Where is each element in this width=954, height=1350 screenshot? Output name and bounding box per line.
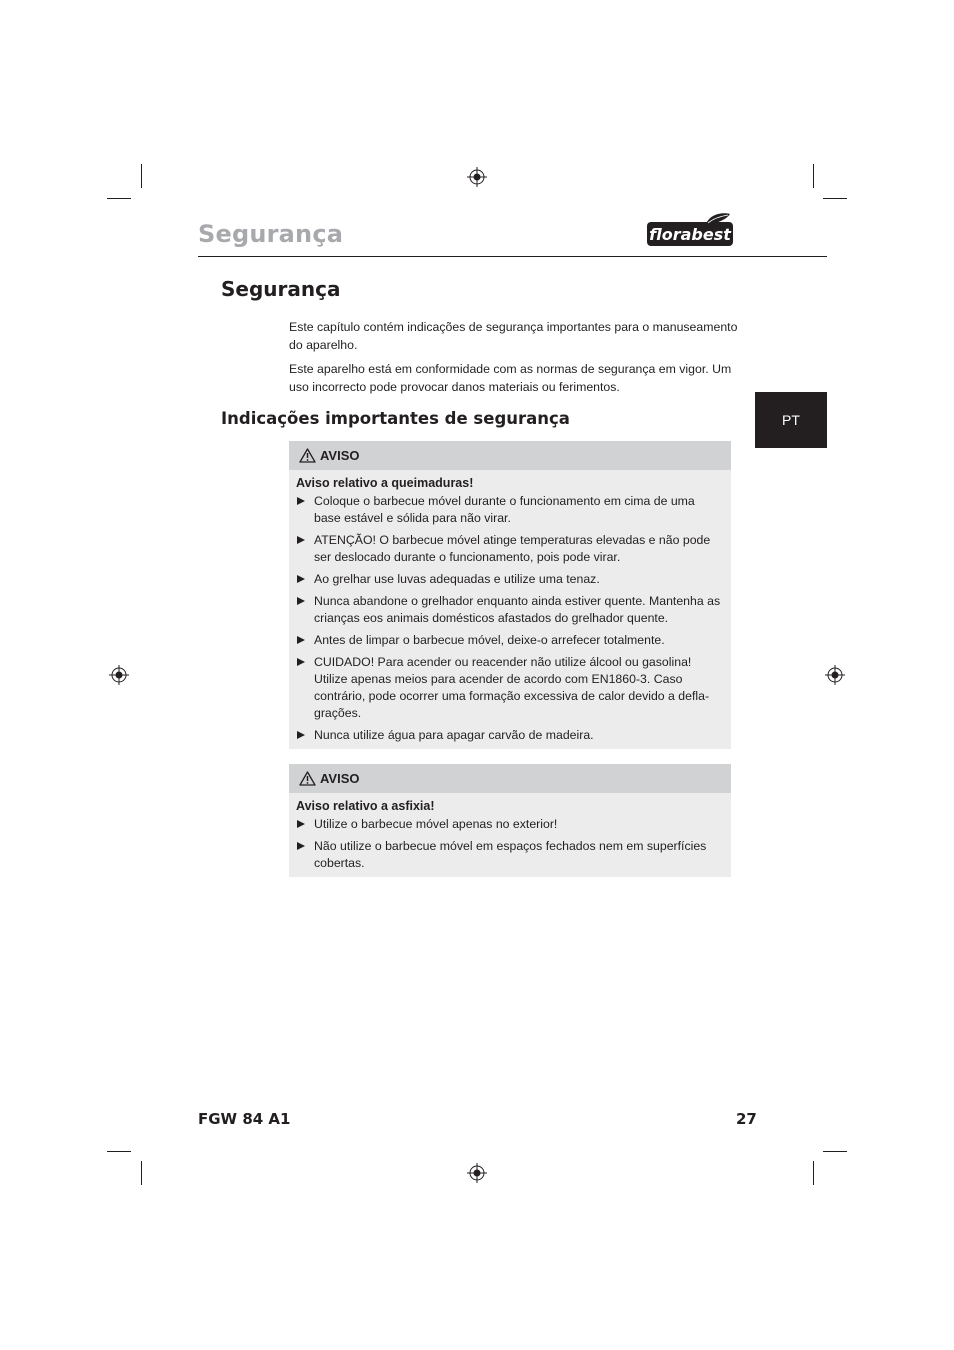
arrow-bullet-icon bbox=[297, 575, 305, 583]
florabest-logo bbox=[646, 212, 734, 248]
registration-mark-icon bbox=[467, 1163, 487, 1183]
section-title: Segurança bbox=[221, 277, 341, 301]
warning-label: AVISO bbox=[320, 448, 360, 463]
arrow-bullet-icon bbox=[297, 497, 305, 505]
warning-subtitle: Aviso relativo a asfixia! bbox=[296, 799, 435, 813]
registration-mark-icon bbox=[825, 665, 845, 685]
list-item: Coloque o barbecue móvel durante o funcionamento em cima de uma base estável e sólida para não virar. bbox=[296, 493, 723, 527]
registration-mark-icon bbox=[467, 167, 487, 187]
header-divider bbox=[198, 256, 827, 257]
crop-mark bbox=[107, 1151, 131, 1152]
list-item: Utilize o barbecue móvel apenas no exterior! bbox=[296, 816, 723, 833]
crop-mark bbox=[141, 164, 142, 188]
list-item: ATENÇÃO! O barbecue móvel atinge temperaturas elevadas e não pode ser deslocado durante o funcionamento, pois pode virar. bbox=[296, 532, 723, 566]
page-number: 27 bbox=[736, 1110, 757, 1128]
list-item: Não utilize o barbecue móvel em espaços fechados nem em superfícies cobertas. bbox=[296, 838, 723, 872]
warning-triangle-icon bbox=[299, 771, 316, 786]
list-item: Nunca abandone o grelhador enquanto ainda estiver quente. Mantenha as crianças eos animais domésticos afastados do grelhador quente. bbox=[296, 593, 723, 627]
list-item: Ao grelhar use luvas adequadas e utilize uma tenaz. bbox=[296, 571, 723, 588]
warning-triangle-icon bbox=[299, 448, 316, 463]
warning-list bbox=[289, 816, 731, 877]
list-item: Nunca utilize água para apagar carvão de madeira. bbox=[296, 727, 723, 744]
crop-mark bbox=[107, 198, 131, 199]
arrow-bullet-icon bbox=[297, 597, 305, 605]
list-item: Antes de limpar o barbecue móvel, deixe-o arrefecer totalmente. bbox=[296, 632, 723, 649]
crop-mark bbox=[141, 1161, 142, 1185]
crop-mark bbox=[813, 164, 814, 188]
warning-list bbox=[289, 493, 731, 749]
page-header-title: Segurança bbox=[198, 220, 344, 248]
warning-header bbox=[289, 441, 731, 470]
arrow-bullet-icon bbox=[297, 731, 305, 739]
warning-header bbox=[289, 764, 731, 793]
crop-mark bbox=[823, 1151, 847, 1152]
list-item: CUIDADO! Para acender ou reacender não utilize álcool ou gasolina! Utilize apenas meios para acender de acordo com EN1860-3. Caso contrário, pode ocorrer uma formação excessiva de calor devido a defla-grações. bbox=[296, 654, 723, 723]
subsection-title: Indicações importantes de segurança bbox=[221, 409, 570, 428]
arrow-bullet-icon bbox=[297, 658, 305, 666]
intro-paragraph: Este capítulo contém indicações de segurança importantes para o manuseamento do aparelho. bbox=[289, 320, 738, 352]
intro-paragraph: Este aparelho está em conformidade com as normas de segurança em vigor. Um uso incorrecto pode provocar danos materiais ou ferimentos. bbox=[289, 362, 732, 394]
language-tab: PT bbox=[755, 392, 827, 448]
arrow-bullet-icon bbox=[297, 842, 305, 850]
crop-mark bbox=[823, 198, 847, 199]
warning-box-asphyxia bbox=[289, 764, 731, 877]
warning-subtitle: Aviso relativo a queimaduras! bbox=[296, 476, 474, 490]
footer-model-number: FGW 84 A1 bbox=[198, 1110, 291, 1128]
arrow-bullet-icon bbox=[297, 536, 305, 544]
logo-wordmark: florabest bbox=[649, 225, 731, 244]
crop-mark bbox=[813, 1161, 814, 1185]
warning-box-burns bbox=[289, 441, 731, 749]
arrow-bullet-icon bbox=[297, 636, 305, 644]
warning-label: AVISO bbox=[320, 771, 360, 786]
arrow-bullet-icon bbox=[297, 820, 305, 828]
registration-mark-icon bbox=[109, 665, 129, 685]
